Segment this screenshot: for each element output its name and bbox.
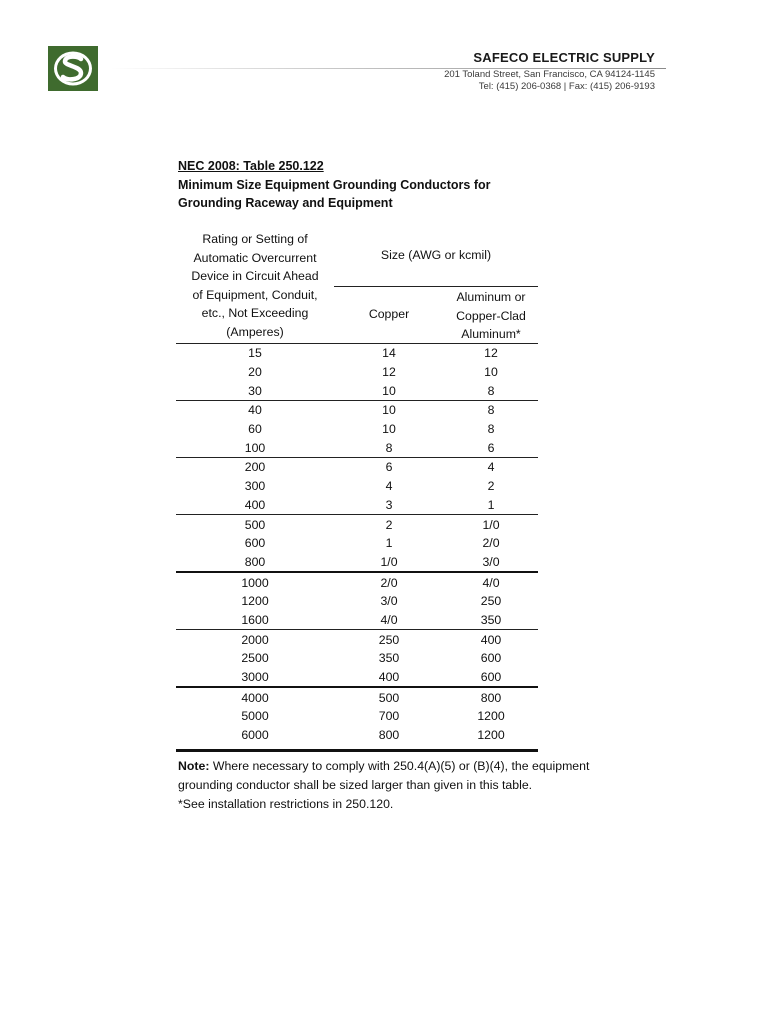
table-row	[176, 477, 538, 496]
copper-cell: 6	[385, 460, 393, 475]
rating-cell: 1600	[241, 612, 269, 627]
table-row	[176, 458, 538, 477]
rating-cell: 5000	[241, 709, 269, 724]
aluminum-cell: 400	[480, 632, 502, 647]
note-block	[178, 757, 598, 814]
copper-cell: 500	[378, 690, 400, 705]
copper-cell: 350	[378, 651, 400, 666]
copper-cell: 4	[385, 479, 393, 494]
rating-header-line: of Equipment, Conduit,	[192, 287, 318, 302]
rating-cell: 6000	[241, 728, 269, 743]
aluminum-cell: 1200	[477, 709, 505, 724]
copper-cell: 800	[378, 728, 400, 743]
rating-column-header	[176, 230, 334, 342]
table-row	[176, 438, 538, 458]
rating-cell: 30	[248, 383, 262, 398]
copper-cell: 2/0	[380, 575, 398, 590]
table-row	[176, 707, 538, 726]
aluminum-cell: 6	[487, 440, 495, 455]
rating-cell: 200	[244, 460, 266, 475]
rating-cell: 2000	[241, 632, 269, 647]
aluminum-header-line: Aluminum or	[456, 290, 526, 304]
table-row	[176, 630, 538, 649]
document-title-block	[178, 157, 558, 213]
aluminum-cell: 8	[487, 403, 495, 418]
size-header-divider	[334, 286, 538, 287]
note-text: Where necessary to comply with 250.4(A)(5) or (B)(4), the equipment grounding conductor shall be sized larger than given in this table.	[178, 759, 590, 792]
aluminum-cell: 1/0	[482, 517, 500, 532]
note-label: Note:	[178, 759, 210, 773]
copper-cell: 10	[382, 383, 396, 398]
table-row	[176, 553, 538, 574]
copper-cell: 400	[378, 670, 400, 685]
rating-cell: 20	[248, 365, 262, 380]
table-row	[176, 363, 538, 382]
aluminum-cell: 8	[487, 383, 495, 398]
company-address: 201 Toland Street, San Francisco, CA 94124-1145	[444, 69, 655, 80]
table-row	[176, 649, 538, 668]
copper-column-header: Copper	[368, 307, 410, 321]
aluminum-cell: 4/0	[482, 575, 500, 590]
rating-header-line: etc., Not Exceeding	[201, 306, 309, 321]
logo-s-icon	[48, 46, 98, 91]
rating-cell: 40	[248, 403, 262, 418]
rating-cell: 2500	[241, 651, 269, 666]
table-row	[176, 592, 538, 611]
table-row	[176, 496, 538, 516]
size-group-header: Size (AWG or kcmil)	[380, 248, 492, 262]
rating-cell: 600	[244, 536, 266, 551]
aluminum-cell: 600	[480, 651, 502, 666]
rating-cell: 100	[244, 440, 266, 455]
table-row	[176, 611, 538, 631]
copper-cell: 1/0	[380, 554, 398, 569]
table-row	[176, 381, 538, 401]
document-subtitle-line1: Minimum Size Equipment Grounding Conductors for	[178, 177, 491, 192]
table-row	[176, 534, 538, 553]
footnote-text: *See installation restrictions in 250.120.	[178, 797, 394, 811]
aluminum-cell: 350	[480, 612, 502, 627]
rating-header-line: Device in Circuit Ahead	[191, 269, 319, 284]
copper-cell: 10	[382, 403, 396, 418]
rating-cell: 500	[244, 517, 266, 532]
table-row	[176, 515, 538, 534]
copper-cell: 700	[378, 709, 400, 724]
copper-cell: 250	[378, 632, 400, 647]
aluminum-cell: 250	[480, 594, 502, 609]
note-paragraph	[178, 757, 598, 795]
aluminum-header-line: Copper-Clad	[456, 308, 526, 323]
aluminum-cell: 10	[484, 365, 498, 380]
aluminum-cell: 2	[487, 479, 495, 494]
table-row	[176, 420, 538, 439]
copper-cell: 14	[382, 346, 396, 361]
aluminum-header-line: Aluminum*	[461, 327, 521, 342]
table-row	[176, 344, 538, 363]
rating-header-line: Rating or Setting of	[202, 232, 308, 246]
copper-cell: 3	[385, 497, 393, 512]
aluminum-cell: 8	[487, 422, 495, 437]
table-row	[176, 668, 538, 689]
copper-cell: 1	[385, 536, 393, 551]
copper-cell: 8	[385, 440, 393, 455]
company-logo	[48, 46, 98, 91]
rating-cell: 300	[244, 479, 266, 494]
table-body	[176, 344, 538, 752]
rating-cell: 3000	[241, 670, 269, 685]
table-bottom-rule	[176, 749, 538, 752]
company-contact: Tel: (415) 206-0368 | Fax: (415) 206-9193	[478, 81, 655, 92]
rating-cell: 1000	[241, 575, 269, 590]
table-row	[176, 401, 538, 420]
rating-cell: 4000	[241, 690, 269, 705]
document-title: NEC 2008: Table 250.122	[178, 159, 324, 173]
table-row	[176, 688, 538, 707]
copper-cell: 2	[385, 517, 393, 532]
rating-cell: 800	[244, 554, 266, 569]
table-row	[176, 573, 538, 592]
aluminum-cell: 800	[480, 690, 502, 705]
copper-cell: 4/0	[380, 612, 398, 627]
rating-cell: 1200	[241, 594, 269, 609]
table-row	[176, 726, 538, 745]
copper-cell: 10	[382, 422, 396, 437]
aluminum-cell: 12	[484, 346, 498, 361]
aluminum-column-header	[444, 288, 538, 344]
aluminum-cell: 4	[487, 460, 495, 475]
document-subtitle-line2: Grounding Raceway and Equipment	[178, 196, 393, 210]
rating-cell: 15	[248, 346, 262, 361]
rating-cell: 400	[244, 497, 266, 512]
rating-header-line: (Amperes)	[226, 324, 284, 339]
aluminum-cell: 2/0	[482, 536, 500, 551]
company-name: SAFECO ELECTRIC SUPPLY	[473, 50, 655, 65]
aluminum-cell: 3/0	[482, 554, 500, 569]
aluminum-cell: 600	[480, 670, 502, 685]
aluminum-cell: 1200	[477, 728, 505, 743]
rating-cell: 60	[248, 422, 262, 437]
aluminum-cell: 1	[487, 497, 495, 512]
company-address-block	[444, 69, 655, 93]
copper-cell: 3/0	[380, 594, 398, 609]
rating-header-line: Automatic Overcurrent	[193, 250, 317, 265]
copper-cell: 12	[382, 365, 396, 380]
